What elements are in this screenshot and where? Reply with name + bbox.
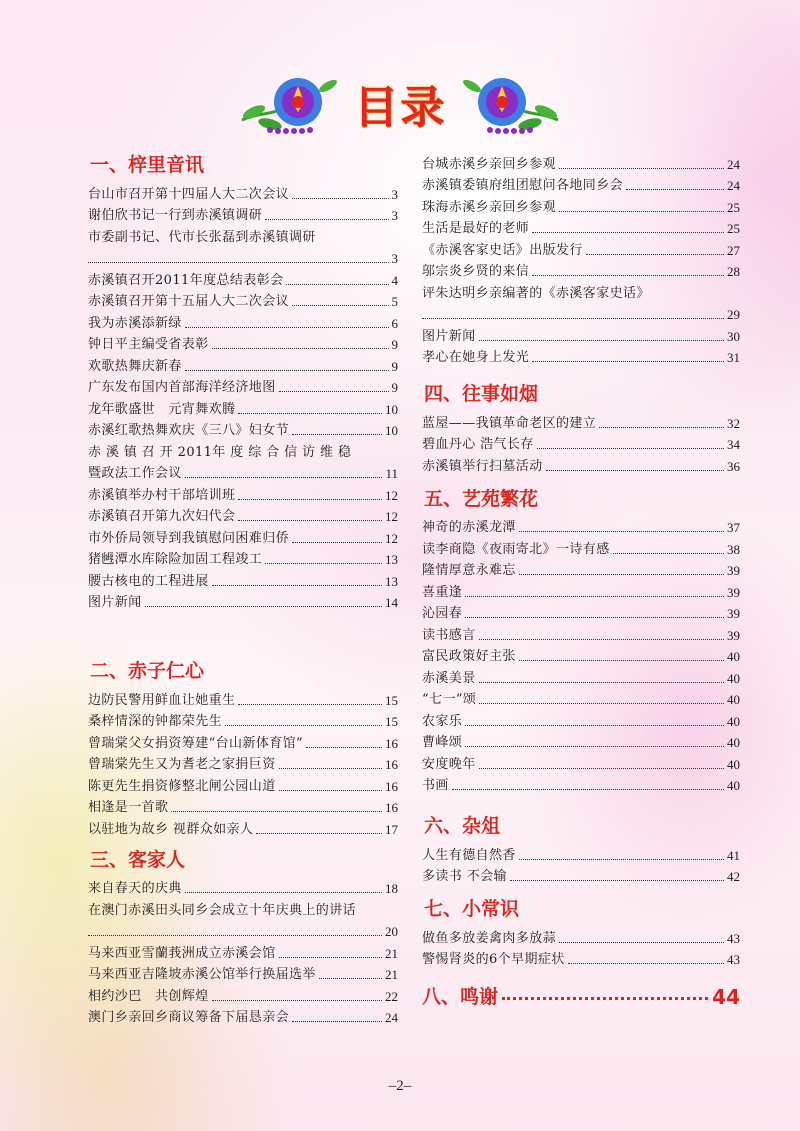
toc-entry[interactable] [88,204,398,226]
toc-entry-page: 12 [385,487,398,503]
toc-entry-title: 在澳门赤溪田头同乡会成立十年庆典上的讲话 [88,902,357,918]
toc-entry[interactable] [422,580,740,602]
toc-entry-page: 25 [727,221,740,236]
dot-leader [510,880,724,881]
toc-entry-page: 9 [391,380,398,395]
toc-entry[interactable] [88,354,398,376]
toc-entry[interactable] [88,817,398,839]
dot-leader [465,746,724,747]
toc-entry-title: 孝心在她身上发光 [422,350,530,365]
toc-entry-page: 16 [385,735,398,751]
toc-entry-title: 《赤溪客家史话》出版发行 [422,242,583,258]
toc-entry-title: 赤溪镇举行扫墓活动 [422,458,543,474]
toc-entry-title: 我为赤溪添新绿 [88,315,182,331]
toc-entry[interactable] [422,948,740,970]
toc-entry[interactable] [422,865,740,887]
toc-entry[interactable] [422,281,740,303]
dot-leader [279,391,389,392]
dot-leader [537,448,724,449]
dot-leader [532,275,724,276]
dot-leader [546,470,724,471]
toc-entry[interactable] [88,753,398,775]
toc-entry[interactable] [422,688,740,710]
toc-entry-page: 40 [727,735,740,750]
toc-entry-title: 赤溪镇召开2011年度总结表彰会 [88,272,284,288]
toc-entry-acknowledgements[interactable] [422,975,740,1009]
dot-leader [559,168,724,169]
toc-section [422,892,740,969]
toc-entry[interactable] [88,247,398,269]
dot-leader [599,427,724,428]
toc-entry-title: 安度晚年 [422,756,476,772]
toc-entry-title: 评朱达明乡亲编著的《赤溪客家史话》 [422,285,650,301]
toc-entry[interactable] [422,623,740,645]
dot-leader [479,703,724,704]
dot-leader [185,327,389,328]
toc-entry-page: 3 [391,251,398,266]
toc-entry[interactable] [88,290,398,312]
toc-entry-page: 39 [727,584,740,600]
toc-entry-page: 40 [727,692,740,707]
toc-entry-page: 9 [391,337,398,352]
toc-entry-page: 40 [727,713,740,729]
toc-entry[interactable] [88,731,398,753]
dot-leader [145,606,382,607]
section-heading: 七、小常识 [424,898,520,920]
toc-entry[interactable] [88,796,398,818]
toc-entry-title: 赤溪镇召开第九次妇代会 [88,509,236,524]
toc-entry-title: 曹峰颂 [422,735,463,750]
toc-entry[interactable] [422,645,740,667]
toc-entry[interactable] [88,591,398,613]
section-heading: 五、艺苑繁花 [424,487,539,510]
toc-entry-page: 24 [385,1010,398,1025]
toc-entry-page: 20 [385,924,398,939]
dot-leader [88,935,382,936]
toc-entry-title: 暨政法工作会议 [88,466,182,481]
toc-entry[interactable] [422,324,740,346]
toc-entry[interactable] [88,688,398,710]
toc-header [240,70,560,136]
right-column [422,148,740,1009]
toc-entry-title: 曾瑞棠父女捐资筹建“台山新体育馆” [88,735,304,751]
dot-leader [292,434,382,435]
toc-entry-page: 43 [727,952,740,967]
toc-entry[interactable] [422,709,740,731]
toc-entry-page: 44 [712,985,740,1009]
toc-entry-page: 38 [727,541,740,557]
toc-entry-page: 5 [391,294,398,309]
toc-entry-title: 谢伯欣书记一行到赤溪镇调研 [88,208,263,223]
dot-leader [212,1000,382,1001]
dot-leader [452,789,724,790]
dot-leader [238,413,382,414]
toc-entry-title: 沁园春 [422,606,463,621]
toc-entry[interactable] [88,710,398,732]
toc-entry-title: 广东发布国内首部海洋经济地图 [88,380,276,395]
dot-leader [292,305,388,306]
dot-leader [586,254,724,255]
dot-leader [568,963,724,964]
toc-entry-page: 28 [727,264,740,279]
section-heading: 二、赤子仁心 [90,660,205,682]
dot-leader [559,211,724,212]
toc-entry-title: 赤 溪 镇 召 开 2011年 度 综 合 信 访 维 稳 [88,444,352,460]
dot-leader [265,219,388,220]
toc-entry[interactable] [88,419,398,441]
toc-entry-page: 21 [385,967,398,982]
toc-entry-title: 猪乸潭水库除险加固工程竣工 [88,552,263,567]
toc-entry-page: 21 [385,945,398,961]
toc-entry-title: 喜重逢 [422,584,463,600]
dot-leader [292,1021,382,1022]
toc-entry-title: 碧血丹心 浩气长存 [422,437,534,452]
page-number: –2– [388,1078,412,1094]
toc-entry-page: 40 [727,649,740,664]
dot-leader [212,348,389,349]
toc-entry-title: 生活是最好的老师 [422,221,530,236]
toc-entry-page: 15 [385,714,398,729]
dot-leader [519,574,724,575]
toc-entry-title: 多读书 不会输 [422,869,507,884]
toc-entry-title: 台山市召开第十四届人大二次会议 [88,186,290,202]
toc-entry-title: 警惕肾炎的6个早期症状 [422,952,565,967]
toc-section [422,377,740,476]
section-heading: 一、梓里音讯 [90,154,205,176]
dot-leader [171,811,382,812]
dot-leader [479,768,724,769]
toc-entry-title: 边防民警用鲜血让她重生 [88,692,236,708]
toc-entry-title: 市委副书记、代市长张磊到赤溪镇调研 [88,229,316,245]
toc-entry-title: 神奇的赤溪龙潭 [422,520,516,535]
dot-leader [286,284,388,285]
toc-entry-page: 3 [391,186,398,202]
dot-leader [238,520,382,521]
dot-leader [256,833,382,834]
toc-entry[interactable] [88,877,398,899]
toc-entry[interactable] [88,548,398,570]
toc-entry-title: 图片新闻 [88,595,142,610]
toc-entry-page: 40 [727,756,740,772]
toc-entry-page: 16 [385,757,398,772]
toc-entry[interactable] [422,559,740,581]
left-flower-ornament-icon [240,72,340,134]
toc-entry-page: 29 [727,307,740,322]
toc-entry-title: 赤溪镇举办村干部培训班 [88,487,236,503]
toc-entry[interactable] [88,333,398,355]
toc-entry-title: 台城赤溪乡亲回乡参观 [422,156,557,172]
toc-entry-page: 27 [727,242,740,258]
toc-entry-page: 41 [727,847,740,863]
toc-entry-title: 读书感言 [422,627,476,643]
toc-entry-title: 赤溪镇委镇府组团慰问各地同乡会 [422,178,624,193]
dot-leader [502,997,708,1000]
toc-entry[interactable] [422,174,740,196]
toc-entry-page: 10 [385,401,398,417]
left-column [88,148,398,1027]
dot-leader [559,942,724,943]
toc-entry-page: 3 [391,208,398,223]
toc-entry-title: 蓝屋——我镇革命老区的建立 [422,415,597,431]
dot-leader [185,477,383,478]
toc-entry-page: 36 [727,458,740,474]
dot-leader [319,978,382,979]
toc-entry[interactable] [422,537,740,559]
toc-entry-page: 39 [727,627,740,643]
toc-entry[interactable] [88,526,398,548]
toc-entry[interactable] [422,260,740,282]
dot-leader [613,553,724,554]
toc-entry-title: “七一”颂 [422,692,477,707]
toc-entry[interactable] [422,602,740,624]
dot-leader [279,957,382,958]
toc-entry-page: 30 [727,328,740,344]
dot-leader [238,704,382,705]
section-heading: 六、杂俎 [424,815,501,837]
toc-entry[interactable] [88,984,398,1006]
toc-entry-title: 桑梓情深的钟都荣先生 [88,714,223,729]
dot-leader [479,639,724,640]
dot-leader [292,542,382,543]
toc-entry-title: 相逢是一首歌 [88,800,169,815]
toc-entry-title: 做鱼多放姜禽肉多放蒜 [422,930,557,946]
toc-section [422,809,740,886]
toc-entry[interactable] [88,505,398,527]
toc-entry-title: 钟日平主编受省表彰 [88,337,209,352]
toc-entry[interactable] [422,516,740,538]
toc-entry[interactable] [88,440,398,462]
dot-leader [465,617,724,618]
dot-leader [212,585,382,586]
dot-leader [626,189,724,190]
toc-entry-page: 12 [385,530,398,546]
toc-entry-page: 13 [385,573,398,589]
toc-entry[interactable] [422,217,740,239]
toc-entry-title: 读李商隐《夜雨寄北》一诗有感 [422,541,610,557]
toc-entry-title: 欢歌热舞庆新春 [88,358,182,374]
toc-section [88,654,398,839]
toc-entry-page: 40 [727,778,740,793]
dot-leader [519,859,724,860]
toc-entry-page: 9 [391,358,398,374]
section-heading: 三、客家人 [90,848,186,871]
dot-leader [185,892,382,893]
toc-entry[interactable] [422,454,740,476]
toc-entry[interactable] [422,433,740,455]
section-heading: 八、鸣谢 [422,986,499,1008]
toc-entry[interactable] [422,152,740,174]
toc-entry-title: 陈更先生捐资修整北闸公园山道 [88,778,276,794]
toc-entry[interactable] [422,926,740,948]
dot-leader [479,682,724,683]
toc-entry[interactable] [422,731,740,753]
toc-section [422,482,740,796]
toc-entry-page: 17 [385,821,398,837]
right-flower-ornament-icon [460,72,560,134]
dot-leader [265,563,382,564]
toc-entry[interactable] [88,268,398,290]
toc-section [422,152,740,367]
toc-entry-page: 24 [727,156,740,172]
toc-entry-page: 11 [385,466,398,481]
dot-leader [306,747,382,748]
toc-entry[interactable] [88,397,398,419]
toc-entry[interactable] [422,346,740,368]
toc-entry-page: 39 [727,563,740,578]
toc-entry-page: 24 [727,178,740,193]
toc-entry-title: 市外侨局领导到我镇慰问困难归侨 [88,530,290,546]
toc-entry[interactable] [88,182,398,204]
toc-entry[interactable] [88,569,398,591]
dot-leader [519,531,724,532]
toc-entry-page: 32 [727,415,740,431]
toc-entry-title: 邬宗炎乡贤的来信 [422,264,530,279]
page-title: 目录 [354,82,446,133]
toc-entry-title: 龙年歌盛世 元宵舞欢腾 [88,401,236,417]
toc-entry-title: 腰古核电的工程进展 [88,573,209,589]
dot-leader [279,790,382,791]
toc-entry-page: 37 [727,520,740,535]
dot-leader [479,340,724,341]
toc-entry[interactable] [422,411,740,433]
toc-entry[interactable] [88,376,398,398]
toc-entry-title: 隆情厚意永难忘 [422,563,516,578]
toc-entry-page: 18 [385,881,398,896]
dot-leader [185,370,389,371]
toc-section [88,843,398,1028]
toc-entry[interactable] [88,483,398,505]
dot-leader [88,262,389,263]
toc-entry[interactable] [422,774,740,796]
toc-entry[interactable] [88,898,398,920]
toc-entry-title: 珠海赤溪乡亲回乡参观 [422,199,557,215]
toc-entry-title: 赤溪美景 [422,670,476,686]
toc-entry-title: 农家乐 [422,713,463,729]
toc-entry-page: 34 [727,437,740,452]
toc-entry-title: 以驻地为故乡 视群众如亲人 [88,821,254,837]
toc-entry[interactable] [88,774,398,796]
dot-leader [532,232,724,233]
toc-entry-page: 31 [727,350,740,365]
toc-entry-title: 富民政策好主张 [422,649,516,664]
toc-entry-title: 书画 [422,778,449,793]
dot-leader [238,499,382,500]
toc-entry[interactable] [88,941,398,963]
section-heading: 四、往事如烟 [424,383,539,405]
toc-entry-title: 马来西亚雪蘭莪洲成立赤溪会馆 [88,945,276,961]
toc-entry-page: 15 [385,692,398,708]
toc-entry[interactable] [422,666,740,688]
dot-leader [465,596,724,597]
dot-leader [422,318,724,319]
toc-entry-page: 39 [727,606,740,621]
toc-entry-page: 10 [385,423,398,438]
toc-entry-page: 4 [391,272,398,288]
toc-entry-title: 马来西亚吉隆坡赤溪公馆举行换届选举 [88,967,316,982]
toc-entry-page: 16 [385,800,398,815]
toc-entry[interactable] [88,311,398,333]
dot-leader [225,725,382,726]
toc-entry[interactable] [88,920,398,942]
toc-entry[interactable] [422,843,740,865]
toc-entry[interactable] [88,1006,398,1028]
toc-entry-title: 赤溪红歌热舞欢庆《三八》妇女节 [88,423,290,438]
toc-section [88,148,398,612]
toc-entry-page: 13 [385,552,398,567]
dot-leader [465,725,724,726]
toc-entry[interactable] [422,303,740,325]
dot-leader [519,660,724,661]
toc-entry[interactable] [422,195,740,217]
toc-entry[interactable] [422,752,740,774]
toc-entry-page: 14 [385,595,398,610]
toc-entry-page: 12 [385,509,398,524]
dot-leader [279,768,382,769]
toc-entry-title: 来自春天的庆典 [88,881,182,896]
toc-entry-page: 6 [391,315,398,331]
toc-entry-title: 图片新闻 [422,328,476,344]
toc-entry[interactable] [88,462,398,484]
toc-entry-title: 澳门乡亲回乡商议筹备下届恳亲会 [88,1010,290,1025]
toc-entry-page: 22 [385,988,398,1004]
toc-entry[interactable] [88,225,398,247]
toc-entry-title: 曾瑞棠先生又为耆老之家捐巨资 [88,757,276,772]
toc-entry-page: 42 [727,869,740,884]
toc-entry[interactable] [422,238,740,260]
toc-entry-title: 人生有德自然香 [422,847,516,863]
toc-entry-title: 赤溪镇召开第十五届人大二次会议 [88,294,290,309]
dot-leader [292,198,388,199]
toc-entry[interactable] [88,963,398,985]
toc-entry-page: 16 [385,778,398,794]
dot-leader [532,361,724,362]
toc-entry-page: 25 [727,199,740,215]
toc-entry-page: 43 [727,930,740,946]
toc-entry-title: 相约沙巴 共创辉煌 [88,988,209,1004]
toc-entry-page: 40 [727,670,740,686]
